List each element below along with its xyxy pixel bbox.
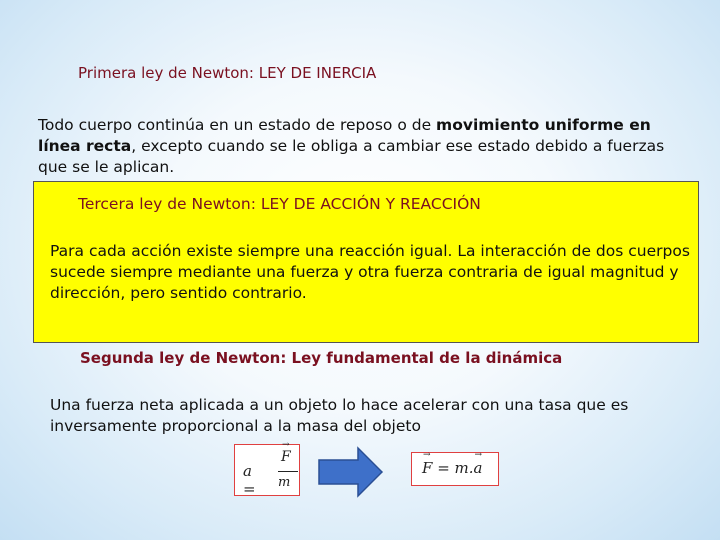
law2-title: Segunda ley de Newton: Ley fundamental de la dinámica xyxy=(80,349,563,367)
law2-text: Una fuerza neta aplicada a un objeto lo hace acelerar con una tasa que es inversamente proporcional a la masa del objeto xyxy=(50,396,629,435)
law1-title: Primera ley de Newton: LEY DE INERCIA xyxy=(78,64,377,82)
law1-text xyxy=(38,115,688,178)
formula-left-lhs: a = xyxy=(243,462,256,498)
right-arrow-icon xyxy=(318,446,384,498)
formula-left-numerator: → F xyxy=(281,449,291,465)
acceleration-formula xyxy=(234,444,300,496)
fraction-bar xyxy=(278,471,298,472)
law1-text-part2: , excepto cuando se le obliga a cambiar ese estado debido a fuerzas que se le aplican. xyxy=(38,137,665,176)
formula-right-middle: = m. xyxy=(432,459,474,477)
law3-text: Para cada acción existe siempre una reacción igual. La interacción de dos cuerpos sucede siempre mediante una fuerza y otra fuerza contraria de igual magnitud y dirección, pero sentido contrario. xyxy=(50,242,690,302)
formula-right-force: → F xyxy=(422,459,432,477)
formula-left-denominator: m xyxy=(278,475,291,490)
formula-right-acceleration: → a xyxy=(474,459,483,477)
law1-text-part1: Todo cuerpo continúa en un estado de reposo o de xyxy=(38,116,437,134)
law1-text-bold: movimiento uniforme en línea recta xyxy=(38,116,651,155)
force-formula xyxy=(411,452,499,486)
law3-title: Tercera ley de Newton: LEY DE ACCIÓN Y REACCIÓN xyxy=(78,195,481,213)
